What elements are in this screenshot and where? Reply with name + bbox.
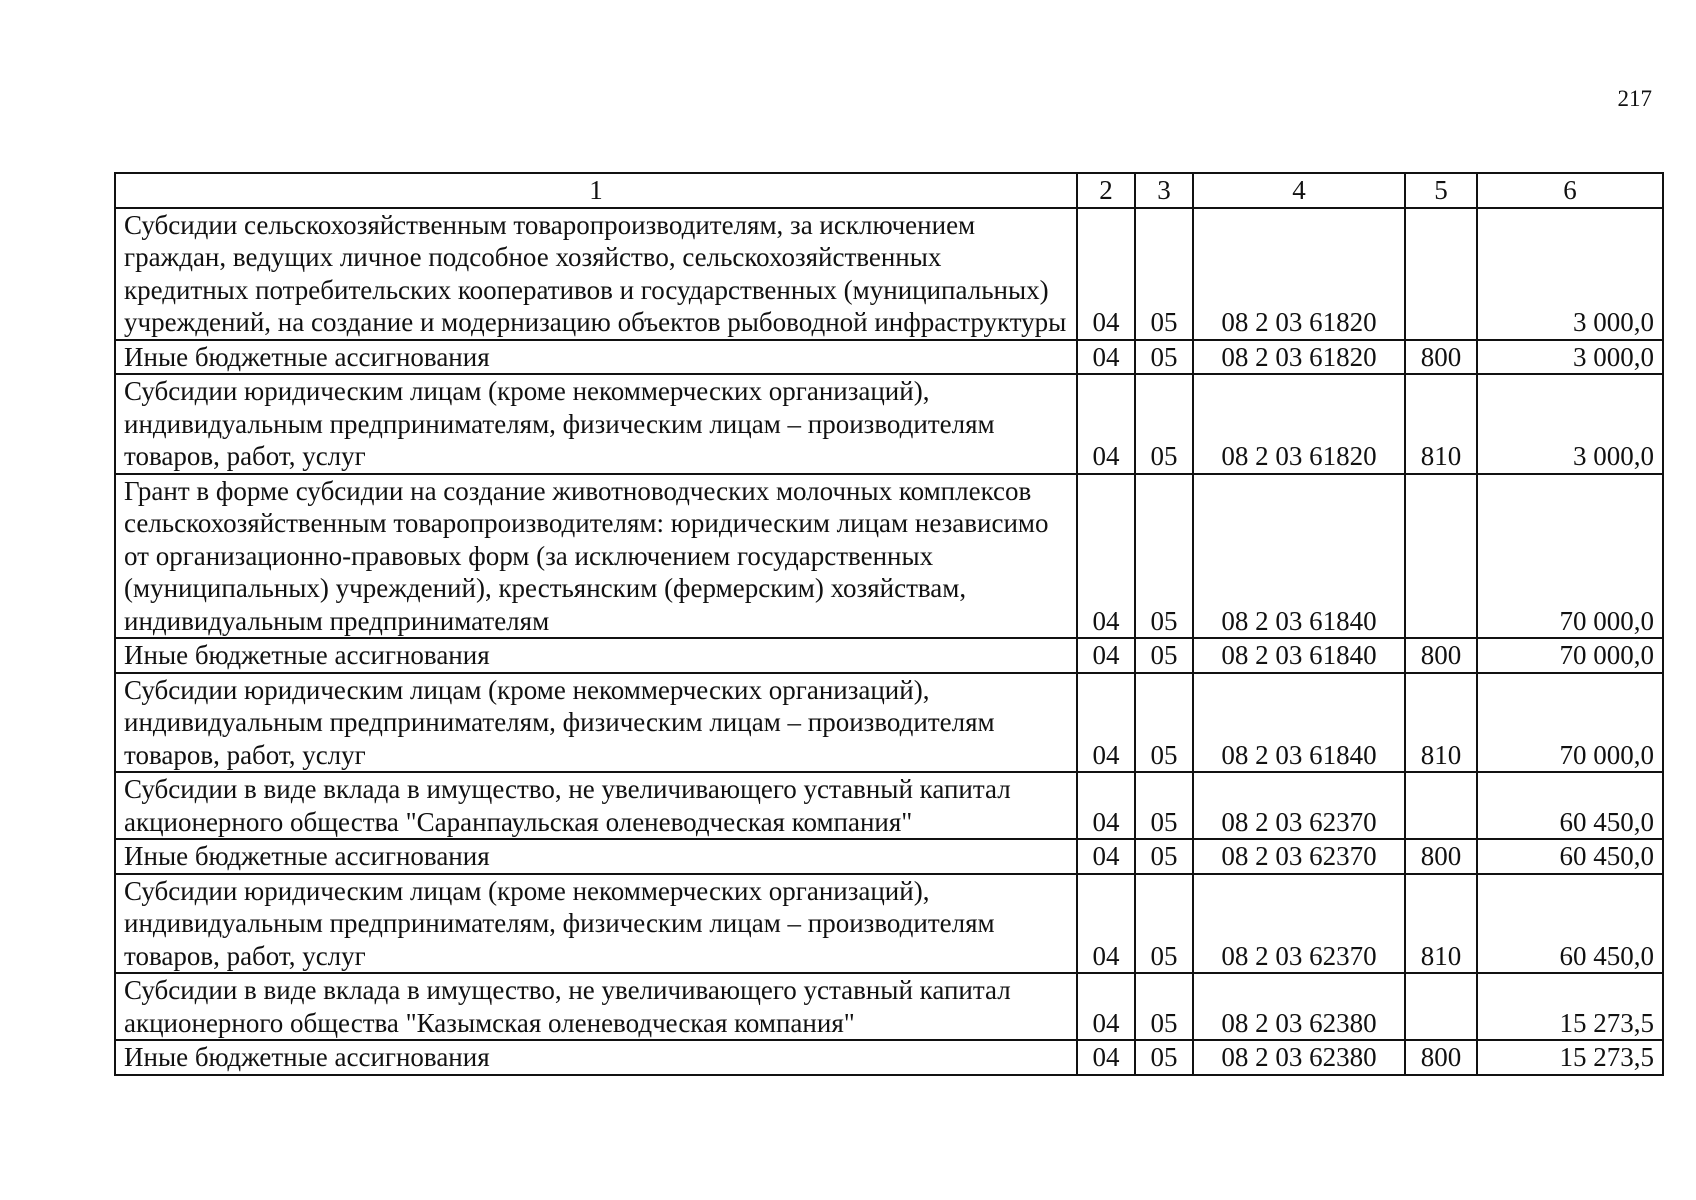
row-target-article: 08 2 03 62370 bbox=[1193, 772, 1405, 839]
row-section: 04 bbox=[1077, 374, 1135, 474]
row-name: Иные бюджетные ассигнования bbox=[115, 1040, 1077, 1075]
row-amount: 60 450,0 bbox=[1477, 874, 1663, 974]
column-header-4: 4 bbox=[1193, 173, 1405, 208]
row-expense-type: 810 bbox=[1405, 874, 1477, 974]
row-subsection: 05 bbox=[1135, 208, 1193, 340]
row-amount: 70 000,0 bbox=[1477, 474, 1663, 639]
table-body bbox=[115, 208, 1663, 1075]
row-amount: 70 000,0 bbox=[1477, 638, 1663, 673]
row-section: 04 bbox=[1077, 474, 1135, 639]
row-expense-type: 810 bbox=[1405, 374, 1477, 474]
row-name: Субсидии в виде вклада в имущество, не увеличивающего уставный капитал акционерного общества "Казымская оленеводческая компания" bbox=[115, 973, 1077, 1040]
row-amount: 60 450,0 bbox=[1477, 839, 1663, 874]
row-section: 04 bbox=[1077, 340, 1135, 375]
header-row bbox=[115, 173, 1663, 208]
row-name: Грант в форме субсидии на создание животноводческих молочных комплексов сельскохозяйственным товаропроизводителям: юридическим лицам независимо от организационно-правовых форм (за исключением государственных (муниципальных) учреждений), крестьянским (фермерским) хозяйствам, индивидуальным предпринимателям bbox=[115, 474, 1077, 639]
row-amount: 70 000,0 bbox=[1477, 673, 1663, 773]
row-name: Субсидии юридическим лицам (кроме некоммерческих организаций), индивидуальным предпринимателям, физическим лицам – производителям товаров, работ, услуг bbox=[115, 673, 1077, 773]
row-target-article: 08 2 03 61840 bbox=[1193, 638, 1405, 673]
row-expense-type: 810 bbox=[1405, 673, 1477, 773]
table-row bbox=[115, 208, 1663, 340]
row-amount: 3 000,0 bbox=[1477, 340, 1663, 375]
table-row bbox=[115, 839, 1663, 874]
budget-table bbox=[114, 172, 1664, 1076]
row-amount: 3 000,0 bbox=[1477, 374, 1663, 474]
column-header-6: 6 bbox=[1477, 173, 1663, 208]
row-expense-type: 800 bbox=[1405, 340, 1477, 375]
row-target-article: 08 2 03 61840 bbox=[1193, 673, 1405, 773]
row-name: Субсидии в виде вклада в имущество, не увеличивающего уставный капитал акционерного общества "Саранпаульская оленеводческая компания" bbox=[115, 772, 1077, 839]
row-subsection: 05 bbox=[1135, 839, 1193, 874]
row-target-article: 08 2 03 62380 bbox=[1193, 973, 1405, 1040]
table-row bbox=[115, 772, 1663, 839]
table-row bbox=[115, 340, 1663, 375]
row-name: Иные бюджетные ассигнования bbox=[115, 340, 1077, 375]
table-row bbox=[115, 374, 1663, 474]
row-expense-type bbox=[1405, 208, 1477, 340]
table-row bbox=[115, 1040, 1663, 1075]
row-section: 04 bbox=[1077, 973, 1135, 1040]
row-section: 04 bbox=[1077, 638, 1135, 673]
row-name: Субсидии сельскохозяйственным товаропроизводителям, за исключением граждан, ведущих личное подсобное хозяйство, сельскохозяйственных кредитных потребительских кооперативов и государственных (муниципальных) учреждений, на создание и модернизацию объектов рыбоводной инфраструктуры bbox=[115, 208, 1077, 340]
row-target-article: 08 2 03 61820 bbox=[1193, 208, 1405, 340]
table-row bbox=[115, 474, 1663, 639]
row-name: Субсидии юридическим лицам (кроме некоммерческих организаций), индивидуальным предпринимателям, физическим лицам – производителям товаров, работ, услуг bbox=[115, 374, 1077, 474]
row-target-article: 08 2 03 61840 bbox=[1193, 474, 1405, 639]
row-expense-type: 800 bbox=[1405, 638, 1477, 673]
row-subsection: 05 bbox=[1135, 772, 1193, 839]
row-section: 04 bbox=[1077, 673, 1135, 773]
row-target-article: 08 2 03 62380 bbox=[1193, 1040, 1405, 1075]
table-row bbox=[115, 638, 1663, 673]
column-header-5: 5 bbox=[1405, 173, 1477, 208]
row-amount: 60 450,0 bbox=[1477, 772, 1663, 839]
row-amount: 15 273,5 bbox=[1477, 1040, 1663, 1075]
row-subsection: 05 bbox=[1135, 673, 1193, 773]
row-name: Иные бюджетные ассигнования bbox=[115, 839, 1077, 874]
row-subsection: 05 bbox=[1135, 874, 1193, 974]
row-name: Субсидии юридическим лицам (кроме некоммерческих организаций), индивидуальным предпринимателям, физическим лицам – производителям товаров, работ, услуг bbox=[115, 874, 1077, 974]
page-number: 217 bbox=[1617, 86, 1652, 111]
row-section: 04 bbox=[1077, 839, 1135, 874]
row-subsection: 05 bbox=[1135, 340, 1193, 375]
row-expense-type: 800 bbox=[1405, 1040, 1477, 1075]
row-section: 04 bbox=[1077, 208, 1135, 340]
row-target-article: 08 2 03 62370 bbox=[1193, 874, 1405, 974]
row-amount: 3 000,0 bbox=[1477, 208, 1663, 340]
row-subsection: 05 bbox=[1135, 374, 1193, 474]
row-section: 04 bbox=[1077, 874, 1135, 974]
row-expense-type bbox=[1405, 973, 1477, 1040]
row-expense-type: 800 bbox=[1405, 839, 1477, 874]
row-expense-type bbox=[1405, 474, 1477, 639]
table-row bbox=[115, 874, 1663, 974]
row-subsection: 05 bbox=[1135, 973, 1193, 1040]
column-header-3: 3 bbox=[1135, 173, 1193, 208]
column-header-2: 2 bbox=[1077, 173, 1135, 208]
row-name: Иные бюджетные ассигнования bbox=[115, 638, 1077, 673]
table-row bbox=[115, 973, 1663, 1040]
row-subsection: 05 bbox=[1135, 474, 1193, 639]
row-section: 04 bbox=[1077, 772, 1135, 839]
row-target-article: 08 2 03 62370 bbox=[1193, 839, 1405, 874]
table-row bbox=[115, 673, 1663, 773]
row-subsection: 05 bbox=[1135, 1040, 1193, 1075]
column-header-1: 1 bbox=[115, 173, 1077, 208]
row-subsection: 05 bbox=[1135, 638, 1193, 673]
row-expense-type bbox=[1405, 772, 1477, 839]
row-target-article: 08 2 03 61820 bbox=[1193, 340, 1405, 375]
row-target-article: 08 2 03 61820 bbox=[1193, 374, 1405, 474]
table-header bbox=[115, 173, 1663, 208]
row-amount: 15 273,5 bbox=[1477, 973, 1663, 1040]
row-section: 04 bbox=[1077, 1040, 1135, 1075]
